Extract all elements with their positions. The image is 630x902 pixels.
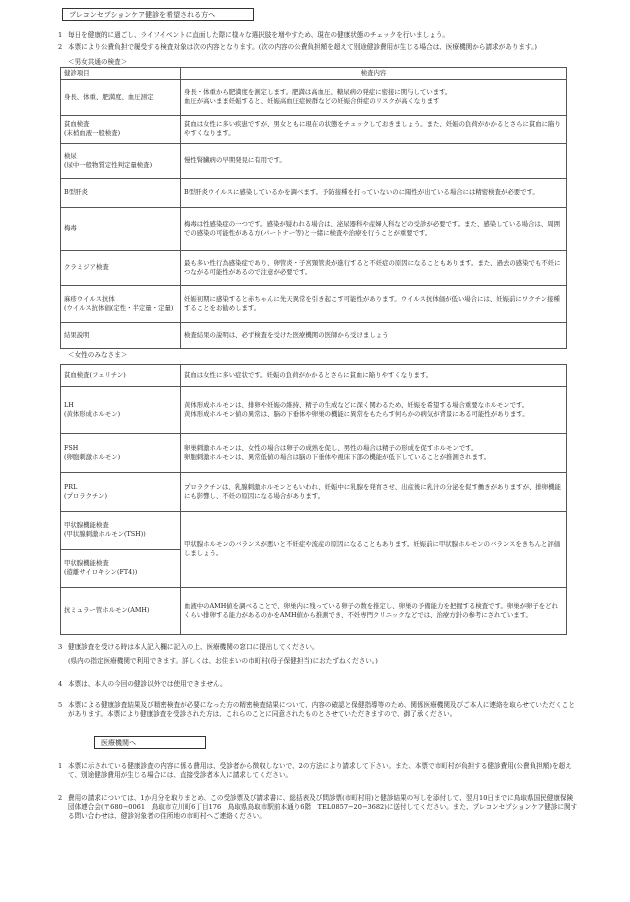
table-row — [61, 250, 567, 285]
table-row — [61, 143, 567, 178]
table-row — [61, 178, 567, 207]
paragraph-number: 1 — [58, 762, 63, 771]
paragraph-text: 本票により公費負担で履受する検査対象は次の内容となります。(次の内容の公費負担額を超えて別途健診費用が生じる場合は、医療機関から請求があります。) — [68, 42, 537, 51]
table-row — [61, 511, 567, 549]
paragraph-text: 本票は、本人の今回の健診以外では使用できません。 — [68, 680, 227, 689]
table-row — [61, 386, 567, 433]
paragraph-number: 3 — [58, 642, 63, 651]
item-cell: 甲状腺機能検査 (甲状腺刺激ホルモン(TSH)) — [61, 511, 181, 549]
content-cell: 甲状腺ホルモンのバランスが悪いと不妊症や流産の原因になることもあります。妊娠前に甲状腺ホルモンのバランスをきちんと評価しましょう。 — [181, 511, 567, 587]
paragraph-number: 5 — [58, 701, 63, 710]
paragraph-2 — [58, 43, 578, 52]
item-cell: 抗ミュラー管ホルモン(AMH) — [61, 587, 181, 634]
paragraph-3-note: (県内の指定医療機関で利用できます。詳しくは、お住まいの市町村(母子保健担当)におたずねください。) — [68, 657, 378, 666]
item-cell: 麻疹ウイルス抗体 (ウイルス抗体価(定性・半定量・定量) — [61, 285, 181, 322]
table-row — [61, 285, 567, 322]
content-cell: 慢性腎臓病の早期発見に有用です。 — [181, 143, 567, 178]
item-cell: 梅毒 — [61, 207, 181, 250]
section-title-patients: プレコンセプションケア健診を希望される方へ — [62, 8, 254, 21]
item-cell: クラミジア検査 — [61, 250, 181, 285]
item-cell: LH (黄体形成ホルモン) — [61, 386, 181, 433]
item-cell: 検尿 (尿中一般物質定性判定量検査) — [61, 143, 181, 178]
table-row — [61, 364, 567, 386]
paragraph-text: 本票による健康診査結果及び精密検査が必要になった方の精密検査結果について、内容の確認と保健指導等のため、関係医療機関及びご本人に連絡を取らせていただくことがあります。本票により健康診査を受診された方は、これらのことに同意されたものとさせていただきますので、御了承ください。 — [68, 701, 575, 719]
header-content: 検査内容 — [181, 67, 567, 79]
table-row — [61, 587, 567, 634]
item-cell: PRL (プロラクチン) — [61, 472, 181, 511]
paragraph-4 — [58, 680, 578, 689]
table-row — [61, 207, 567, 250]
content-cell: プロラクチンは、乳腺刺激ホルモンともいわれ、妊娠中に乳腺を発育させ、出産後に乳汁の分泌を促す働きがありますが、排卵機能にも影響し、不妊の原因になる場合があります。 — [181, 472, 567, 511]
section-title-medical-institutions: 医療機関へ — [94, 736, 206, 749]
paragraph-1 — [58, 31, 578, 40]
female-tests-table — [60, 364, 567, 635]
paragraph-6 — [58, 762, 578, 780]
content-cell: 貧血は女性に多い疾患ですが、男女ともに現在の状態をチェックしておきましょう。また、妊娠の負荷がかかるとさらに貧血に陥りやすくなります。 — [181, 115, 567, 143]
item-cell: 結果説明 — [61, 322, 181, 348]
content-cell: 貧血は女性に多い症状です。妊娠の負荷がかかるとさらに貧血に陥りやすくなります。 — [181, 364, 567, 386]
table-row — [61, 472, 567, 511]
content-cell: 卵巣刺激ホルモンは、女性の場合は卵子の成熟を促し、男性の場合は精子の形成を促すホルモンです。 卵胞刺激ホルモンは、異常低値の場合は脳の下垂体や視床下部の機能が低下していることが推測されます。 — [181, 433, 567, 472]
table-header-row — [61, 67, 567, 79]
paragraph-7 — [58, 794, 578, 821]
content-cell: 梅毒は性感染症の一つです。感染が疑われる場合は、泌尿器科や産婦人科などの受診が必要です。また、感染している場合は、周囲での感染の可能性がある方(パートナー等)と一緒に検査や治療を行うことが重要です。 — [181, 207, 567, 250]
common-tests-table — [60, 67, 567, 349]
item-cell: 貧血検査(フェリチン) — [61, 364, 181, 386]
table-row — [61, 433, 567, 472]
content-cell: 妊娠初期に感染すると赤ちゃんに先天異常を引き起こす可能性があります。ウイルス抗体価が低い場合には、妊娠前にワクチン接種することをお勧めします。 — [181, 285, 567, 322]
paragraph-number: 2 — [58, 42, 63, 51]
content-cell: 最も多い性行為感染症であり、卵管炎・子宮頸管炎が進行すると不妊症の原因になることもあります。また、過去の感染でも不妊につながる可能性があるので注意が必要です。 — [181, 250, 567, 285]
item-cell: 身長、体重、肥満度、血圧測定 — [61, 79, 181, 115]
item-cell: B型肝炎 — [61, 178, 181, 207]
content-cell: 血液中のAMH値を調べることで、卵巣内に残っている卵子の数を推定し、卵巣の予備能力を把握する検査です。卵巣が卵子をどれくらい排卵する能力があるのかをAMH値から推測でき、不妊専門クリニックなどでは、治療方針の参考にされています。 — [181, 587, 567, 634]
item-cell: FSH (卵胞刺激ホルモン) — [61, 433, 181, 472]
content-cell: 身長・体重から肥満度を測定します。肥満は高血圧、糖尿病の発症に密接に関与しています。 血圧が高いまま妊娠すると、妊娠高血圧症候群などの妊娠合併症のリスクが高くなります — [181, 79, 567, 115]
paragraph-number: 1 — [58, 31, 63, 39]
item-cell: 貧血検査 (末梢血液一般検査) — [61, 115, 181, 143]
table-row — [61, 79, 567, 115]
paragraph-3 — [58, 643, 578, 652]
header-item: 健診項目 — [61, 67, 181, 79]
paragraph-number: 2 — [58, 793, 63, 802]
paragraph-text: 毎日を健康的に過ごし、ライフイベントに直面した際に様々な選択肢を増やすため、現在の健康状態のチェックを行いましょう。 — [68, 31, 449, 39]
content-cell: B型肝炎ウイルスに感染しているかを調べます。予防接種を打っていないのに陽性が出ている場合には精密検査が必要です。 — [181, 178, 567, 207]
caption-common-tests: ＜男女共通の検査＞ — [68, 57, 128, 66]
table-row — [61, 115, 567, 143]
paragraph-number: 4 — [58, 680, 63, 689]
table-row — [61, 322, 567, 348]
content-cell: 黄体形成ホルモンは、排卵や妊娠の維持、精子の生成などに深く関わるため、妊娠を希望する場合重要なホルモンです。 黄体形成ホルモン値の異常は、脳の下垂体や卵巣の機能に異常をもたらす何らかの病気が背景にある可能性があります。 — [181, 386, 567, 433]
caption-female-tests: ＜女性のみなさま＞ — [68, 350, 128, 359]
paragraph-text: 健康診査を受ける時は本人記入欄に記入の上、医療機関の窓口に提出してください。 — [68, 642, 319, 651]
item-cell: 甲状腺機能検査 (遊離サイロキシン(FT4)) — [61, 549, 181, 587]
content-cell: 検査結果の説明は、必ず検査を受けた医療機関の医師から受けましょう — [181, 322, 567, 348]
document — [58, 8, 578, 820]
paragraph-text: 本票に示されている健康診査の内容に係る費用は、受診者から徴収しないで、2の方法により請求して下さい。また、本票で市町村が負担する健診費用(公費負担額)を超えて、別途健診費用が生じる場合には、直接受診者本人に請求してください。 — [68, 762, 572, 779]
paragraph-text: 費用の請求については、1か月分を取りまとめ、この受診票及び請求書に、総括表及び問診票(市町村用)と健診結果の写しを添付して、翌月10日までに鳥取県国民健康保険団体連合会(〒680−0061 鳥取市立川町6丁目176 鳥取県鳥取市駅前本通り6階 TEL0857−20−3682)に送付してください。また、プレコンセプションケア健診に関する問い合わせは、健診対象者の住所地の市町村へご連絡ください。 — [68, 793, 578, 820]
paragraph-5 — [58, 701, 578, 719]
